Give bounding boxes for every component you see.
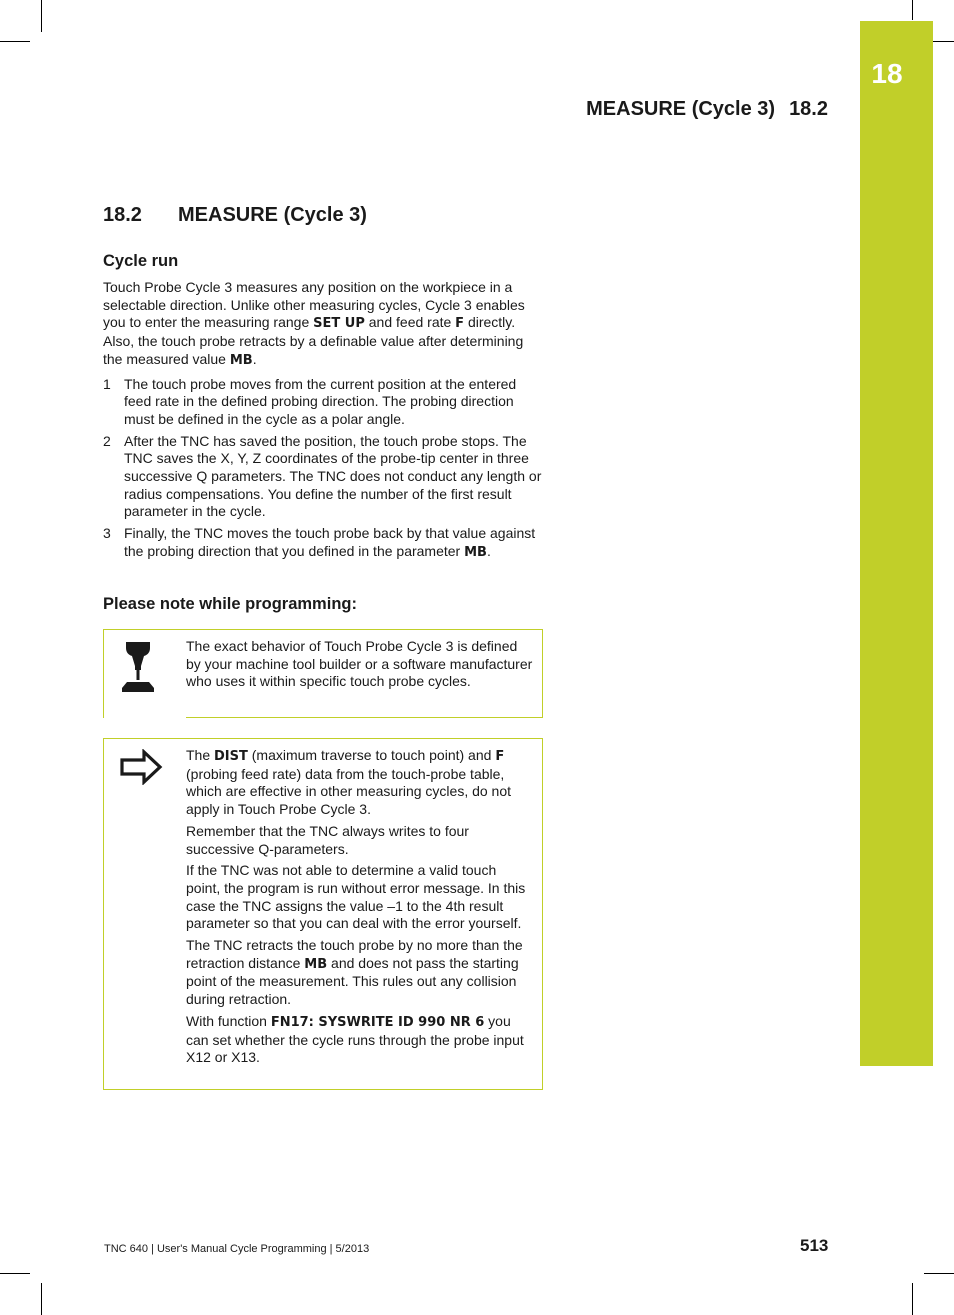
chapter-tab xyxy=(860,21,933,1066)
note-paragraph: The DIST (maximum traverse to touch point) and F (probing feed rate) data from the touch-probe table, which are effective in other measuring cycles, do not apply in Touch Probe Cycle 3. xyxy=(186,747,512,818)
code-dist: DIST xyxy=(214,749,248,764)
note-text xyxy=(186,739,542,1081)
touch-probe-icon xyxy=(118,640,158,701)
crop-mark xyxy=(0,41,30,42)
page-number: 513 xyxy=(800,1236,829,1255)
crop-mark xyxy=(0,1273,30,1274)
note-text: The exact behavior of Touch Probe Cycle 3 is defined by your machine tool builder or a software manufacturer who uses it within specific touch probe cycles. xyxy=(186,638,533,690)
crop-mark xyxy=(41,1283,42,1315)
list-item: 3 Finally, the TNC moves the touch probe back by that value against the probing direction that you defined in the parameter MB. xyxy=(103,525,536,560)
arrow-right-icon xyxy=(118,749,164,790)
footer-text: TNC 640 | User's Manual Cycle Programming | 5/2013 xyxy=(104,1243,370,1255)
intro-paragraph: Touch Probe Cycle 3 measures any position on the workpiece in a selectable direction. Unlike other measuring cycles, Cycle 3 enables you to enter the measuring range SET UP and feed rate F directly. Also, the touch probe retracts by a definable value after determining the measured value MB. xyxy=(103,279,525,368)
cycle-run-heading: Cycle run xyxy=(103,252,179,270)
step-list xyxy=(103,376,543,562)
section-number: 18.2 xyxy=(103,204,142,226)
note-paragraph: Remember that the TNC always writes to four successive Q-parameters. xyxy=(186,822,469,857)
running-head xyxy=(586,98,828,121)
cycle-run-body xyxy=(103,279,543,566)
notes-heading: Please note while programming: xyxy=(103,595,357,613)
note-paragraph: With function FN17: SYSWRITE ID 990 NR 6 you can set whether the cycle runs through the probe input X12 or X13. xyxy=(186,1012,524,1066)
code-setup: SET UP xyxy=(313,316,365,332)
section-heading xyxy=(103,204,367,227)
note-box-machine xyxy=(103,629,543,718)
code-f: F xyxy=(455,316,465,332)
crop-mark xyxy=(41,0,42,32)
note-box-info xyxy=(103,738,543,1090)
code-f: F xyxy=(495,749,505,764)
crop-mark xyxy=(924,1273,954,1274)
code-mb: MB xyxy=(464,544,487,560)
code-mb: MB xyxy=(229,352,253,368)
running-head-section: 18.2 xyxy=(789,98,828,120)
note-paragraph: The TNC retracts the touch probe by no more than the retraction distance MB and does not pass the starting point of the measurement. This rules out any collision during retraction. xyxy=(186,937,523,1008)
divider xyxy=(186,717,542,718)
list-item: 1 The touch probe moves from the current position at the entered feed rate in the defined probing direction. The probing direction must be defined in the cycle as a polar angle. xyxy=(103,375,517,427)
running-head-title: MEASURE (Cycle 3) xyxy=(586,98,776,120)
note-paragraph: If the TNC was not able to determine a valid touch point, the program is run without error message. In this case the TNC assigns the value –1 to the 4th result parameter so that you can deal with the error yourself. xyxy=(186,862,526,932)
code-mb: MB xyxy=(304,956,328,972)
code-fn17: FN17: SYSWRITE ID 990 NR 6 xyxy=(270,1014,485,1030)
crop-mark xyxy=(912,0,913,20)
list-item: 2 After the TNC has saved the position, the touch probe stops. The TNC saves the X, Y, Z coordinates of the probe-tip center in three successive Q parameters. The TNC does not conduct any length or radius compensations. You define the number of the first result parameter in the cycle. xyxy=(103,432,542,520)
chapter-number: 18 xyxy=(871,58,903,89)
crop-mark xyxy=(912,1283,913,1315)
section-title: MEASURE (Cycle 3) xyxy=(178,204,367,226)
